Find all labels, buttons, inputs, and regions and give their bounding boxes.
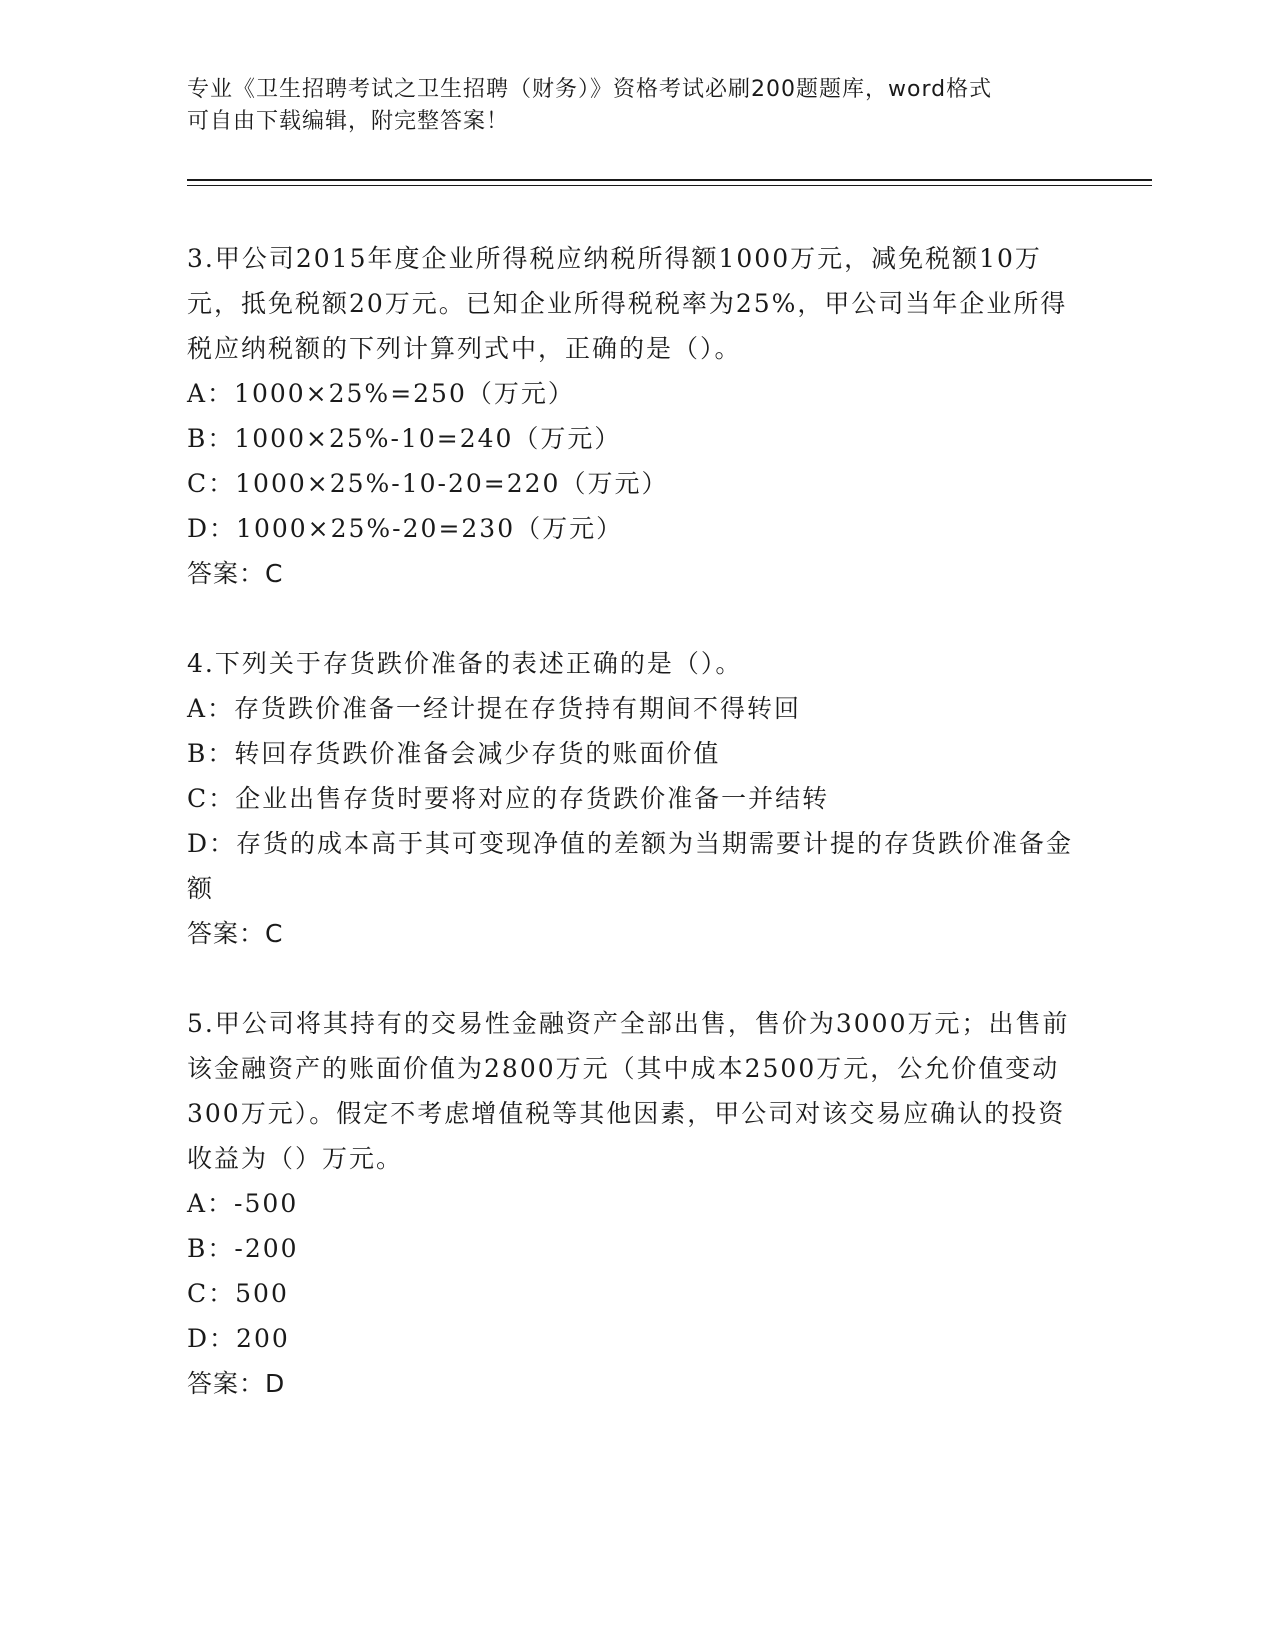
option-d: D：200 — [187, 1324, 290, 1353]
answer: 答案：C — [187, 559, 284, 588]
answer: 答案：D — [187, 1369, 286, 1398]
header-line-1: 专业《卫生招聘考试之卫生招聘（财务）》资格考试必刷200题题库，word格式 — [187, 77, 993, 102]
option-b: B：1000×25%-10=240（万元） — [187, 424, 622, 453]
option-d: D：1000×25%-20=230（万元） — [187, 514, 624, 543]
question-stem: 5.甲公司将其持有的交易性金融资产全部出售，售价为3000万元；出售前该金融资产的账面价值为2800万元（其中成本2500万元，公允价值变动300万元）。假定不考虑增值税等其他因素，甲公司对该交易应确认的投资收益为（）万元。 — [187, 1009, 1070, 1173]
question-list — [187, 236, 1077, 1451]
option-a: A：-500 — [187, 1189, 299, 1218]
option-d: D：存货的成本高于其可变现净值的差额为当期需要计提的存货跌价准备金额 — [187, 829, 1074, 903]
question-3 — [187, 236, 1077, 596]
answer: 答案：C — [187, 919, 284, 948]
document-header — [187, 74, 1067, 138]
question-5 — [187, 1001, 1077, 1406]
option-c: C：企业出售存货时要将对应的存货跌价准备一并结转 — [187, 784, 830, 813]
question-4 — [187, 641, 1077, 956]
option-b: B：-200 — [187, 1234, 299, 1263]
option-a: A：存货跌价准备一经计提在存货持有期间不得转回 — [187, 694, 802, 723]
question-stem: 4.下列关于存货跌价准备的表述正确的是（）。 — [187, 649, 743, 678]
option-c: C：500 — [187, 1279, 289, 1308]
option-c: C：1000×25%-10-20=220（万元） — [187, 469, 669, 498]
header-line-2: 可自由下载编辑，附完整答案！ — [187, 109, 510, 134]
option-a: A：1000×25%=250（万元） — [187, 379, 575, 408]
header-divider-thin — [187, 185, 1152, 186]
option-b: B：转回存货跌价准备会减少存货的账面价值 — [187, 739, 721, 768]
header-divider-thick — [187, 179, 1152, 181]
question-stem: 3.甲公司2015年度企业所得税应纳税所得额1000万元，减免税额10万元，抵免税额20万元。已知企业所得税税率为25%，甲公司当年企业所得税应纳税额的下列计算列式中，正确的是（）。 — [187, 244, 1068, 363]
